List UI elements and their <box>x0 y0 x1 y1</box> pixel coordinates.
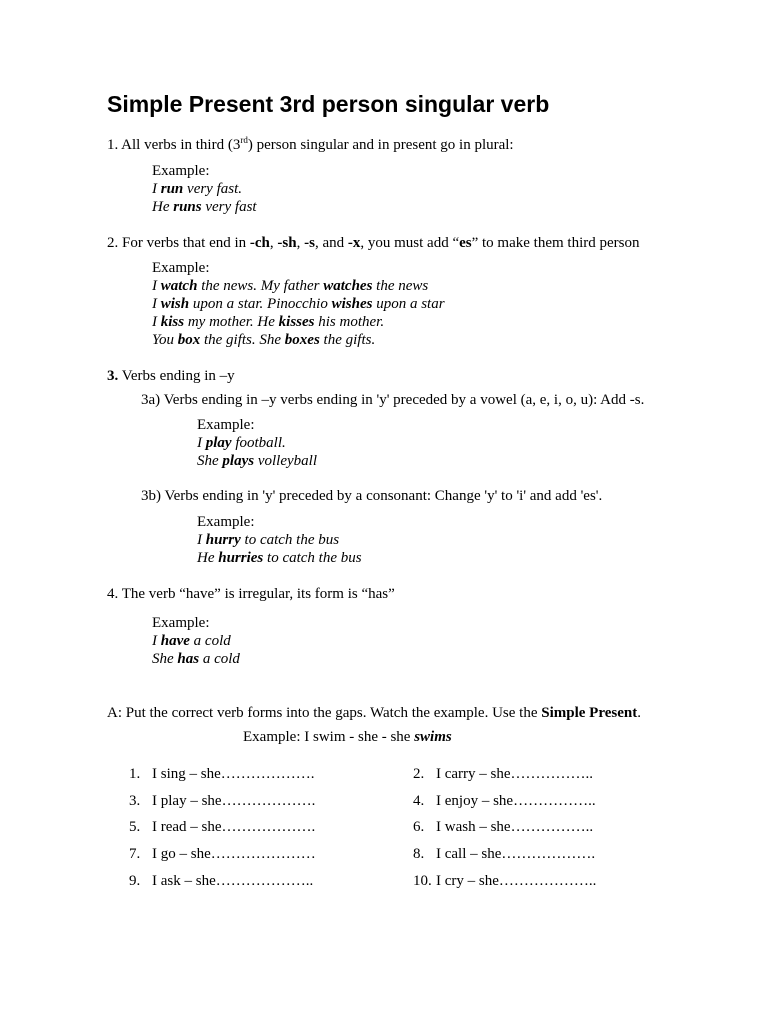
example-label: Example: <box>152 260 210 276</box>
rule-3a-example <box>197 416 317 470</box>
example-line: He runs very fast <box>152 199 257 215</box>
rule-3-text: 3. Verbs ending in –y <box>107 368 235 384</box>
example-line: I hurry to catch the bus <box>197 532 340 548</box>
rule-1-text-end: ) person singular and in present go in plural: <box>247 137 514 153</box>
exercise-a-instructions: A: Put the correct verb forms into the gaps. Watch the example. Use the Simple Present. <box>107 705 641 721</box>
rule-4-text: 4. The verb “have” is irregular, its form is “has” <box>107 586 395 602</box>
example-line: I run very fast. <box>152 181 243 197</box>
exercise-a-example: Example: I swim - she - she swims <box>243 729 452 745</box>
exercise-item: 4. I enjoy – she…………….. <box>413 793 596 809</box>
example-label: Example: <box>197 417 255 433</box>
exercise-item: 2. I carry – she…………….. <box>413 766 594 782</box>
example-line: You box the gifts. She boxes the gifts. <box>152 332 376 348</box>
example-line: I kiss my mother. He kisses his mother. <box>152 314 385 330</box>
rule-1-text-start: 1. All verbs in third (3 <box>107 137 241 153</box>
exercise-item: 10. I cry – she……………….. <box>413 873 597 889</box>
example-line: He hurries to catch the bus <box>197 550 362 566</box>
exercise-item: 9. I ask – she……………….. <box>129 873 314 889</box>
exercise-item: 8. I call – she………………. <box>413 846 596 862</box>
exercise-item: 7. I go – she………………… <box>129 846 316 862</box>
rule-2-text: 2. For verbs that end in -ch, -sh, -s, and -x, you must add “es” to make them third person <box>107 235 640 251</box>
rule-1-example <box>152 162 257 216</box>
rule-3b-example <box>197 513 362 567</box>
rule-3b-text: 3b) Verbs ending in 'y' preceded by a consonant: Change 'y' to 'i' and add 'es'. <box>141 488 603 504</box>
example-line: I play football. <box>197 435 286 451</box>
exercise-item: 1. I sing – she………………. <box>129 766 315 782</box>
example-label: Example: <box>152 615 210 631</box>
rule-3a-text: 3a) Verbs ending in –y verbs ending in 'y' preceded by a vowel (a, e, i, o, u): Add -s. <box>141 392 645 408</box>
example-line: She has a cold <box>152 651 240 667</box>
exercise-item: 6. I wash – she…………….. <box>413 819 594 835</box>
exercise-item: 3. I play – she………………. <box>129 793 316 809</box>
example-label: Example: <box>152 163 210 179</box>
rule-1-superscript: rd <box>240 135 248 145</box>
exercise-item: 5. I read – she………………. <box>129 819 316 835</box>
rule-2-example <box>152 259 445 349</box>
rule-4-example <box>152 614 240 668</box>
page-title: Simple Present 3rd person singular verb <box>107 91 550 117</box>
example-label: Example: <box>197 514 255 530</box>
rule-1-text <box>107 136 514 154</box>
example-line: I have a cold <box>152 633 231 649</box>
example-line: I watch the news. My father watches the news <box>152 278 429 294</box>
example-line: She plays volleyball <box>197 453 317 469</box>
example-line: I wish upon a star. Pinocchio wishes upon a star <box>152 296 445 312</box>
